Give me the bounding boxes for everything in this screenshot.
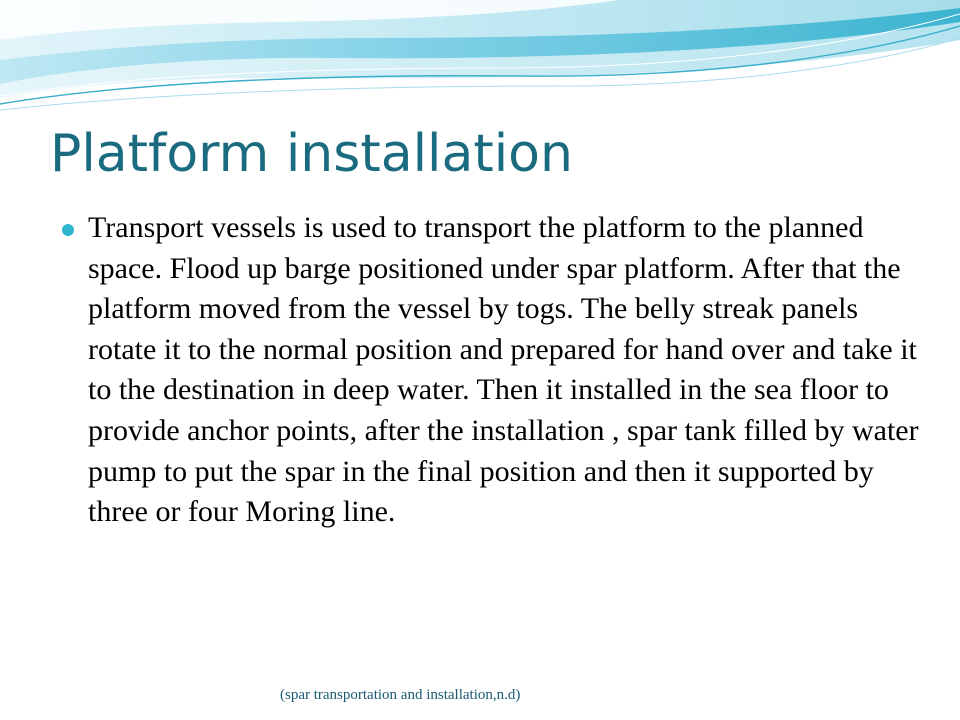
bullet-item (60, 208, 920, 533)
header-wave-decoration (0, 0, 960, 120)
bullet-text: Transport vessels is used to transport the platform to the planned space. Flood up barge positioned under spar platform. After that the platform moved from the vessel by togs. The belly streak panels rotate it to the normal position and prepared for hand over and take it to the destination in deep water. Then it installed in the sea floor to provide anchor points, after the installation , spar tank filled by water pump to put the spar in the final position and then it supported by three or four Moring line. (88, 211, 919, 529)
slide-title: Platform installation (50, 124, 573, 184)
bullet-list (60, 208, 920, 533)
citation-text: (spar transportation and installation,n.d) (280, 687, 521, 703)
bullet-icon (62, 224, 74, 236)
